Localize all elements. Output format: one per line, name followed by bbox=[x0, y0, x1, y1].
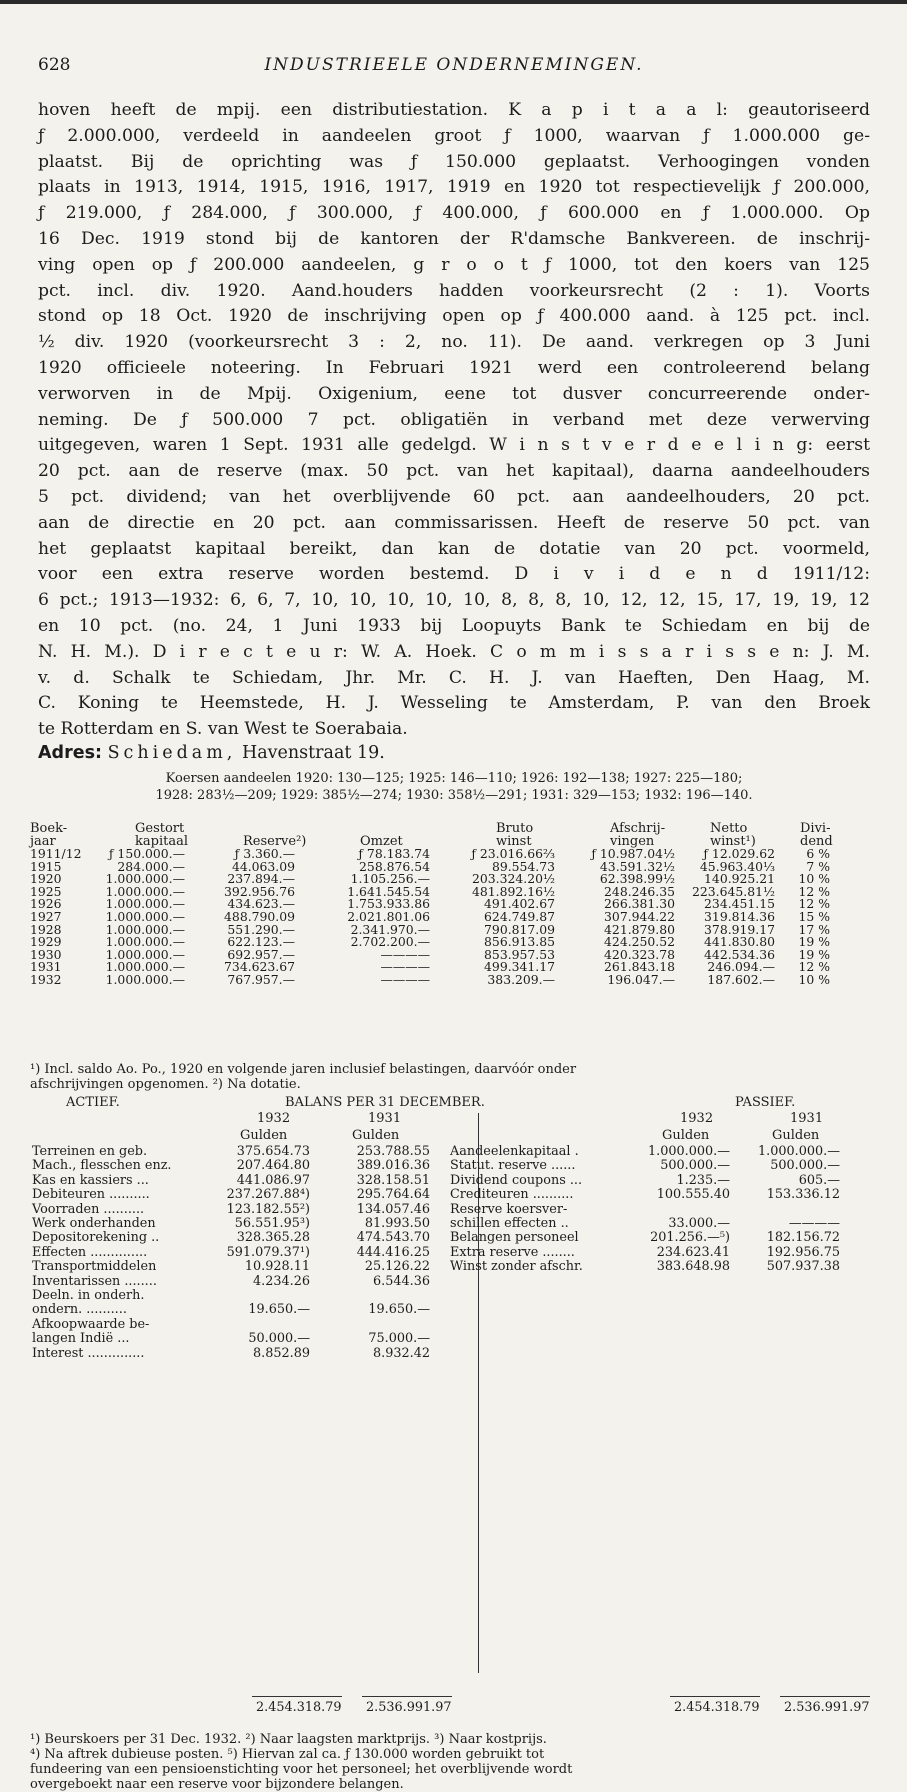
actief-value-1932: 441.086.97 bbox=[236, 1172, 310, 1188]
table-cell: 1927 bbox=[30, 908, 62, 924]
actief-item-label: ondern. .......... bbox=[32, 1302, 127, 1318]
passief-item-label: Reserve koersver- bbox=[450, 1201, 568, 1217]
table-cell: ƒ 150.000.— bbox=[108, 846, 185, 861]
body-line: C. Koning te Heemstede, H. J. Wesseling te Amsterdam, P. van den Broek bbox=[38, 693, 870, 714]
actief-item-label: Depositorekening .. bbox=[32, 1230, 160, 1246]
actief-value-1932: 591.079.37¹) bbox=[226, 1244, 310, 1260]
table-cell: 45.963.40⅓ bbox=[699, 858, 775, 874]
table-cell: 89.554.73 bbox=[491, 858, 555, 874]
actief-year-b: 1931 bbox=[368, 1111, 402, 1126]
body-line: N. H. M.). D i r e c t e u r: W. A. Hoek. C o m m i s s a r i s s e n: J. M. bbox=[38, 641, 870, 662]
body-line: verworven in de Mpij. Oxigenium, eene tot dusver concurreerende onder- bbox=[38, 383, 870, 404]
actief-value-1932: 375.654.73 bbox=[236, 1144, 310, 1159]
table-header-cell: Gestort bbox=[135, 821, 185, 836]
table-cell: ƒ 12.029.62 bbox=[703, 846, 775, 861]
table-cell: 187.602.— bbox=[707, 971, 775, 987]
table-cell: 1915 bbox=[30, 858, 62, 874]
passief-item-label: Winst zonder afschr. bbox=[450, 1259, 583, 1275]
actief-value-1931: 75.000.— bbox=[368, 1331, 430, 1347]
table-cell: 319.814.36 bbox=[704, 908, 775, 924]
table-cell: 1.000.000.— bbox=[105, 971, 185, 987]
actief-value-1932: 207.464.80 bbox=[236, 1158, 310, 1174]
actief-item-label: langen Indië ... bbox=[32, 1331, 130, 1347]
actief-item-label: Inventarissen ........ bbox=[32, 1273, 157, 1289]
body-line: stond op 18 Oct. 1920 de inschrijving open op ƒ 400.000 aand. à 125 pct. incl. bbox=[38, 306, 870, 327]
passief-unit-b: Gulden bbox=[772, 1128, 820, 1143]
top-rule bbox=[0, 0, 907, 4]
table-cell: 1.641.545.54 bbox=[347, 883, 430, 899]
table-cell: 44.063.09 bbox=[231, 858, 295, 874]
table-cell: 441.830.80 bbox=[704, 934, 775, 950]
actief-value-1931: 253.788.55 bbox=[356, 1144, 430, 1159]
balance-title: BALANS PER 31 DECEMBER. bbox=[285, 1095, 485, 1110]
balance-sheet bbox=[30, 1095, 870, 1695]
table-cell: 2.021.801.06 bbox=[347, 908, 430, 924]
table-cell: 551.290.— bbox=[227, 921, 295, 937]
table-cell: 17 % bbox=[798, 921, 830, 937]
total-rule-actief-1931 bbox=[362, 1696, 452, 1697]
passief-value-1931: 507.937.38 bbox=[766, 1259, 840, 1275]
table-cell: 1.000.000.— bbox=[105, 921, 185, 937]
table-cell: 790.817.09 bbox=[484, 921, 555, 937]
passief-value-1931: 182.156.72 bbox=[766, 1230, 840, 1246]
table-cell: 196.047.— bbox=[607, 971, 675, 987]
passief-unit-a: Gulden bbox=[662, 1128, 710, 1143]
table-cell: 62.398.99½ bbox=[599, 871, 675, 887]
running-title: INDUSTRIEELE ONDERNEMINGEN. bbox=[264, 55, 644, 75]
table-cell: 258.876.54 bbox=[359, 858, 430, 874]
actief-value-1931: 389.016.36 bbox=[356, 1158, 430, 1174]
body-line: hoven heeft de mpij. een distributiestation. K a p i t a a l: geautoriseerd bbox=[38, 100, 870, 120]
table-cell: 1.000.000.— bbox=[105, 896, 185, 912]
table-header-cell: Omzet bbox=[360, 834, 403, 849]
passief-year-a: 1932 bbox=[680, 1111, 714, 1126]
table-cell: 12 % bbox=[798, 883, 830, 899]
passief-item-label: Crediteuren .......... bbox=[450, 1187, 574, 1203]
actief-value-1932: 50.000.— bbox=[248, 1331, 310, 1347]
actief-value-1931: 19.650.— bbox=[368, 1302, 430, 1318]
actief-label: ACTIEF. bbox=[66, 1095, 120, 1110]
table-cell: 15 % bbox=[798, 908, 830, 924]
passief-value-1931: 153.336.12 bbox=[766, 1187, 840, 1203]
actief-item-label: Transportmiddelen bbox=[32, 1259, 157, 1275]
body-line: 1920 officieele noteering. In Februari 1921 werd een controleerend belang bbox=[38, 357, 870, 378]
table-cell: 1931 bbox=[30, 959, 62, 975]
table-header-cell: Bruto bbox=[496, 821, 534, 836]
passief-item-label: Belangen personeel bbox=[450, 1230, 579, 1246]
passief-value-1932: 234.623.41 bbox=[656, 1244, 730, 1260]
actief-value-1931: 25.126.22 bbox=[364, 1259, 430, 1275]
passief-value-1932: 33.000.— bbox=[668, 1216, 730, 1231]
table-cell: 481.892.16½ bbox=[472, 883, 555, 899]
table-header-cell: Reserve²) bbox=[243, 834, 307, 849]
company-description bbox=[38, 98, 870, 743]
actief-item-label: Afkoopwaarde be- bbox=[32, 1316, 150, 1332]
body-line: 20 pct. aan de reserve (max. 50 pct. van het kapitaal), daarna aandeelhouders bbox=[38, 461, 870, 482]
table-cell: 392.956.76 bbox=[224, 883, 295, 899]
table-header-cell: vingen bbox=[610, 834, 655, 849]
table-row bbox=[30, 971, 860, 987]
body-line: en 10 pct. (no. 24, 1 Juni 1933 bij Loopuyts Bank te Schiedam en bij de bbox=[38, 615, 870, 636]
table-cell: 1.753.933.86 bbox=[347, 896, 430, 912]
table-cell: 1929 bbox=[30, 934, 62, 950]
balance-totals bbox=[30, 1696, 870, 1732]
table-footnote-line: ¹) Incl. saldo Ao. Po., 1920 en volgende jaren inclusief belastingen, daarvóór onder bbox=[30, 1062, 577, 1077]
table-cell: 307.944.22 bbox=[604, 908, 675, 924]
address-label: Adres: bbox=[38, 743, 102, 763]
table-cell: 442.534.36 bbox=[704, 946, 775, 962]
table-footnote-line: afschrijvingen opgenomen. ²) Na dotatie. bbox=[30, 1077, 301, 1092]
table-cell: 1926 bbox=[30, 896, 62, 912]
passief-value-1932: 201.256.—⁵) bbox=[650, 1230, 730, 1246]
table-cell: ƒ 23.016.66⅔ bbox=[471, 846, 555, 861]
passief-label: PASSIEF. bbox=[735, 1095, 796, 1110]
table-cell: 1.000.000.— bbox=[105, 908, 185, 924]
table-cell: ———— bbox=[380, 946, 430, 962]
actief-value-1931: 81.993.50 bbox=[364, 1216, 430, 1231]
table-header-cell: dend bbox=[800, 834, 833, 849]
address-street: Havenstraat 19. bbox=[241, 743, 385, 763]
body-line: voor een extra reserve worden bestemd. D i v i d e n d 1911/12: bbox=[38, 564, 870, 585]
actief-item-label: Mach., flesschen enz. bbox=[32, 1158, 172, 1174]
page-number: 628 bbox=[38, 55, 71, 75]
table-cell: 12 % bbox=[798, 896, 830, 912]
total-passief-1931: 2.536.991.97 bbox=[784, 1700, 870, 1715]
table-cell: 383.209.— bbox=[487, 971, 555, 987]
actief-item-label: Werk onderhanden bbox=[32, 1216, 156, 1231]
table-cell: 1.000.000.— bbox=[105, 934, 185, 950]
table-cell: 1925 bbox=[30, 883, 62, 899]
table-cell: 1.105.256.— bbox=[350, 871, 430, 887]
actief-year-a: 1932 bbox=[257, 1111, 291, 1126]
address-line bbox=[38, 740, 870, 766]
balance-footnote-line: overgeboekt naar een reserve voor bijzondere belangen. bbox=[30, 1777, 404, 1792]
table-cell: 43.591.32½ bbox=[599, 858, 675, 874]
table-header-cell: Netto bbox=[710, 821, 748, 836]
table-cell: 203.324.20½ bbox=[472, 871, 555, 887]
actief-value-1931: 8.932.42 bbox=[373, 1345, 430, 1361]
total-passief-1932: 2.454.318.79 bbox=[674, 1700, 760, 1715]
table-cell: 237.894.— bbox=[227, 871, 295, 887]
body-line: 5 pct. dividend; van het overblijvende 60 pct. aan aandeelhouders, 20 pct. bbox=[38, 486, 870, 507]
actief-item-label: Effecten .............. bbox=[32, 1244, 148, 1260]
share-prices bbox=[38, 770, 870, 804]
body-line: ving open op ƒ 200.000 aandeelen, g r o o t ƒ 1000, tot den koers van 125 bbox=[38, 254, 870, 275]
balance-footnote-line: fundeering van een pensioenstichting voor het personeel; het overblijvende wordt bbox=[30, 1762, 573, 1777]
table-cell: 1.000.000.— bbox=[105, 871, 185, 887]
body-line: 16 Dec. 1919 stond bij de kantoren der R'damsche Bankvereen. de inschrij- bbox=[38, 228, 870, 249]
table-cell: 692.957.— bbox=[227, 946, 295, 962]
table-cell: 434.623.— bbox=[227, 896, 295, 912]
passief-value-1931: 500.000.— bbox=[770, 1158, 840, 1174]
body-line: aan de directie en 20 pct. aan commissarissen. Heeft de reserve 50 pct. van bbox=[38, 512, 870, 533]
table-cell: 424.250.52 bbox=[604, 934, 675, 950]
table-cell: 19 % bbox=[798, 946, 830, 962]
table-cell: 266.381.30 bbox=[604, 896, 675, 912]
passief-value-1932: 1.000.000.— bbox=[648, 1144, 730, 1159]
table-cell: 6 % bbox=[806, 846, 830, 861]
table-cell: 378.919.17 bbox=[704, 921, 775, 937]
table-header-cell: Divi- bbox=[800, 821, 831, 836]
passief-item-label: Aandeelenkapitaal . bbox=[450, 1144, 579, 1159]
table-header-cell: Boek- bbox=[30, 821, 68, 836]
total-actief-1932: 2.454.318.79 bbox=[256, 1700, 342, 1715]
table-cell: 284.000.— bbox=[117, 858, 185, 874]
body-line: uitgegeven, waren 1 Sept. 1931 alle gedelgd. W i n s t v e r d e e l i n g: eerst bbox=[38, 435, 870, 456]
passief-value-1931: 1.000.000.— bbox=[758, 1144, 840, 1159]
actief-value-1932: 8.852.89 bbox=[253, 1345, 310, 1361]
table-cell: 2.702.200.— bbox=[350, 934, 430, 950]
body-line: ƒ 2.000.000, verdeeld in aandeelen groot ƒ 1000, waarvan ƒ 1.000.000 ge- bbox=[38, 125, 870, 146]
table-cell: 1.000.000.— bbox=[105, 883, 185, 899]
body-line: pct. incl. div. 1920. Aand.houders hadden voorkeursrecht (2 : 1). Voorts bbox=[38, 280, 870, 301]
table-cell: 7 % bbox=[806, 858, 830, 874]
body-line: ½ div. 1920 (voorkeursrecht 3 : 2, no. 11). De aand. verkregen op 3 Juni bbox=[38, 332, 870, 353]
actief-item-label: Interest .............. bbox=[32, 1345, 145, 1361]
table-cell: 10 % bbox=[798, 971, 830, 987]
share-prices-line: 1928: 283½—209; 1929: 385½—274; 1930: 358½—291; 1931: 329—153; 1932: 196—140. bbox=[155, 788, 753, 803]
actief-value-1932: 56.551.95³) bbox=[234, 1216, 310, 1231]
table-cell: ———— bbox=[380, 959, 430, 975]
passief-value-1932: 383.648.98 bbox=[656, 1259, 730, 1275]
balance-footnote-line: ¹) Beurskoers per 31 Dec. 1932. ²) Naar laagsten marktprijs. ³) Naar kostprijs. bbox=[30, 1732, 547, 1747]
total-actief-1931: 2.536.991.97 bbox=[366, 1700, 452, 1715]
financial-results-table bbox=[30, 822, 860, 987]
table-cell: 10 % bbox=[798, 871, 830, 887]
table-cell: 140.925.21 bbox=[704, 871, 775, 887]
body-line: v. d. Schalk te Schiedam, Jhr. Mr. C. H. J. van Haeften, Den Haag, M. bbox=[38, 667, 870, 688]
table-cell: 12 % bbox=[798, 959, 830, 975]
table-cell: ƒ 78.183.74 bbox=[358, 846, 430, 861]
passief-year-b: 1931 bbox=[790, 1111, 824, 1126]
table-header-cell: winst bbox=[496, 834, 532, 849]
table-cell: 261.843.18 bbox=[604, 959, 675, 975]
actief-value-1932: 10.928.11 bbox=[244, 1259, 310, 1275]
table-cell: 2.341.970.— bbox=[350, 921, 430, 937]
table-cell: 246.094.— bbox=[707, 959, 775, 975]
passief-value-1931: 605.— bbox=[798, 1172, 840, 1188]
passief-item-label: Extra reserve ........ bbox=[450, 1244, 575, 1260]
actief-value-1932: 4.234.26 bbox=[253, 1273, 310, 1289]
table-cell: 234.451.15 bbox=[704, 896, 775, 912]
table-cell: 856.913.85 bbox=[484, 934, 555, 950]
actief-item-label: Debiteuren .......... bbox=[32, 1187, 150, 1203]
actief-item-label: Kas en kassiers ... bbox=[32, 1172, 149, 1188]
table-cell: 488.790.09 bbox=[224, 908, 295, 924]
body-line: plaats in 1913, 1914, 1915, 1916, 1917, 1919 en 1920 tot respectievelijk ƒ 200.000, bbox=[38, 177, 870, 198]
table-cell: ƒ 3.360.— bbox=[234, 846, 295, 861]
total-rule-passief-1931 bbox=[780, 1696, 870, 1697]
passief-value-1932: 1.235.— bbox=[676, 1172, 730, 1188]
actief-value-1932: 328.365.28 bbox=[236, 1230, 310, 1246]
table-cell: 622.123.— bbox=[227, 934, 295, 950]
table-cell: 1928 bbox=[30, 921, 62, 937]
total-rule-actief-1932 bbox=[252, 1696, 342, 1697]
actief-value-1931: 328.158.51 bbox=[356, 1172, 430, 1188]
actief-value-1931: 474.543.70 bbox=[356, 1230, 430, 1246]
table-cell: 1.000.000.— bbox=[105, 959, 185, 975]
table-header-cell: jaar bbox=[30, 834, 56, 849]
table-cell: 420.323.78 bbox=[604, 946, 675, 962]
body-line: 6 pct.; 1913—1932: 6, 6, 7, 10, 10, 10, 10, 10, 8, 8, 8, 10, 12, 12, 15, 17, 19, 19, 12 bbox=[38, 590, 870, 611]
table-cell: 767.957.— bbox=[227, 971, 295, 987]
table-cell: 853.957.53 bbox=[484, 946, 555, 962]
passief-value-1931: 192.956.75 bbox=[766, 1244, 840, 1260]
passief-value-1932: 100.555.40 bbox=[656, 1187, 730, 1203]
passief-value-1931: ———— bbox=[788, 1216, 840, 1231]
passief-item-label: Statut. reserve ...... bbox=[450, 1158, 576, 1174]
actief-value-1931: 6.544.36 bbox=[373, 1273, 430, 1289]
actief-value-1931: 134.057.46 bbox=[356, 1201, 430, 1217]
passief-item-label: Dividend coupons ... bbox=[450, 1172, 583, 1188]
passief-item-label: schillen effecten .. bbox=[450, 1216, 569, 1231]
table-header-cell: kapitaal bbox=[135, 834, 188, 849]
table-cell: 1930 bbox=[30, 946, 62, 962]
passief-value-1932: 500.000.— bbox=[660, 1158, 730, 1174]
actief-item-label: Deeln. in onderh. bbox=[32, 1288, 145, 1303]
actief-value-1932: 19.650.— bbox=[248, 1302, 310, 1318]
table-cell: 491.402.67 bbox=[484, 896, 555, 912]
body-line: neming. De ƒ 500.000 7 pct. obligatiën in verband met deze verwerving bbox=[38, 409, 870, 430]
body-line: het geplaatst kapitaal bereikt, dan kan de dotatie van 20 pct. voormeld, bbox=[38, 538, 870, 559]
table-cell: ———— bbox=[380, 971, 430, 987]
table-cell: 1920 bbox=[30, 871, 62, 887]
table-cell: 1911/12 bbox=[30, 846, 82, 861]
table-cell: 1.000.000.— bbox=[105, 946, 185, 962]
table-cell: 19 % bbox=[798, 934, 830, 950]
table-footnote bbox=[30, 1062, 862, 1092]
table-cell: ƒ 10.987.04½ bbox=[591, 846, 675, 861]
actief-unit-a: Gulden bbox=[240, 1128, 288, 1143]
page-header bbox=[38, 55, 870, 85]
body-line: plaatst. Bij de oprichting was ƒ 150.000 geplaatst. Verhoogingen vonden bbox=[38, 151, 870, 172]
actief-value-1932: 123.182.55²) bbox=[226, 1201, 310, 1217]
table-cell: 248.246.35 bbox=[604, 883, 675, 899]
actief-unit-b: Gulden bbox=[352, 1128, 400, 1143]
table-header-cell: winst¹) bbox=[710, 834, 756, 849]
share-prices-line: Koersen aandeelen 1920: 130—125; 1925: 146—110; 1926: 192—138; 1927: 225—180; bbox=[165, 771, 743, 786]
balance-footnotes bbox=[30, 1732, 862, 1792]
actief-item-label: Terreinen en geb. bbox=[32, 1144, 148, 1159]
body-line: te Rotterdam en S. van West te Soerabaia. bbox=[38, 719, 408, 740]
actief-item-label: Voorraden .......... bbox=[32, 1201, 145, 1217]
table-cell: 734.623.67 bbox=[224, 959, 295, 975]
table-cell: 624.749.87 bbox=[484, 908, 555, 924]
actief-value-1931: 295.764.64 bbox=[356, 1187, 430, 1203]
balance-footnote-line: ⁴) Na aftrek dubieuse posten. ⁵) Hiervan zal ca. ƒ 130.000 worden gebruikt tot bbox=[30, 1747, 545, 1762]
actief-value-1932: 237.267.88⁴) bbox=[226, 1187, 310, 1203]
total-rule-passief-1932 bbox=[670, 1696, 760, 1697]
address-city: Schiedam, bbox=[107, 743, 237, 763]
table-cell: 223.645.81½ bbox=[692, 883, 775, 899]
table-header-cell: Afschrij- bbox=[610, 821, 666, 836]
actief-value-1931: 444.416.25 bbox=[356, 1244, 430, 1260]
table-cell: 421.879.80 bbox=[604, 921, 675, 937]
table-cell: 499.341.17 bbox=[484, 959, 555, 975]
table-cell: 1932 bbox=[30, 971, 62, 987]
body-line: ƒ 219.000, ƒ 284.000, ƒ 300.000, ƒ 400.000, ƒ 600.000 en ƒ 1.000.000. Op bbox=[38, 203, 870, 224]
